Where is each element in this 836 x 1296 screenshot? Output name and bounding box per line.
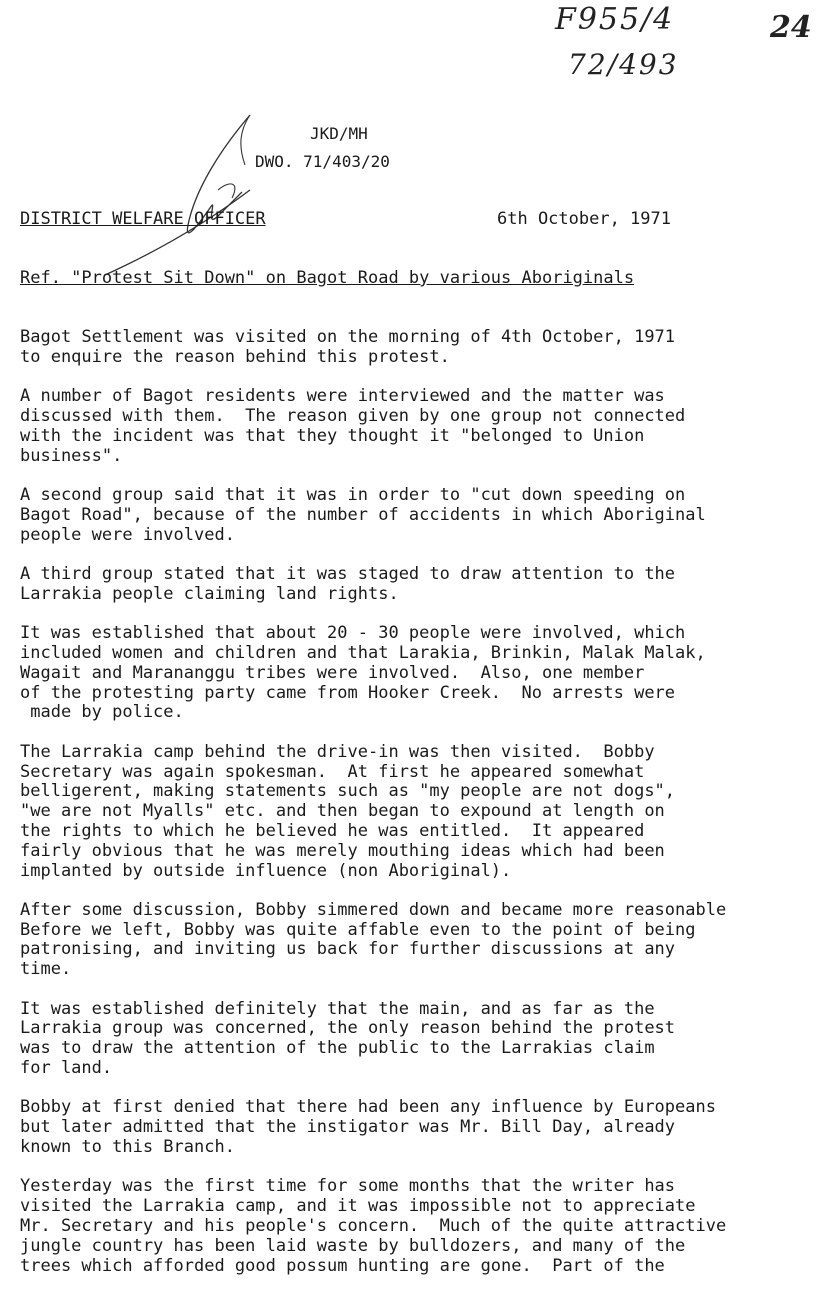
paragraph: A third group stated that it was staged to draw attention to the Larrakia people claiming land rights. [20, 563, 676, 604]
paragraph: The Larrakia camp behind the drive-in was then visited. Bobby Secretary was again spokesman. At first he appeared somewhat belligerent, making statements such as "my people are not dogs", "we are not Myalls" etc. and then began to expound at length on the rights to which he believed he was entitled. It appeared fairly obvious that he was merely mouthing ideas which had been implanted by outside influence (non Aboriginal). [20, 741, 676, 881]
memo-body [20, 328, 836, 1296]
addressee: DISTRICT WELFARE OFFICER [20, 209, 266, 229]
handwritten-file-number: F955/4 [555, 2, 675, 37]
handwritten-page-mark: 24 [770, 10, 812, 45]
paragraph: It was established definitely that the main, and as far as the Larrakia group was concerned, the only reason behind the protest was to draw the attention of the public to the Larrakias claim for land. [20, 998, 676, 1079]
paragraph: Yesterday was the first time for some months that the writer has visited the Larrakia camp, and it was impossible not to appreciate Mr. Secretary and his people's concern. Much of the quite attractive jungle country has been laid waste by bulldozers, and many of the trees which afforded good possum hunting are gone. Part of the [20, 1176, 727, 1276]
signature-initials-icon [100, 110, 290, 280]
memo-date: 6th October, 1971 [497, 209, 671, 229]
handwritten-folio-reference: 72/493 [568, 48, 679, 81]
paragraph: Bagot Settlement was visited on the morning of 4th October, 1971 to enquire the reason behind this protest. [20, 327, 676, 367]
paragraph: A number of Bagot residents were interviewed and the matter was discussed with them. The reason given by one group not connected with the incident was that they thought it "belonged to Union business". [20, 386, 686, 466]
paragraph: After some discussion, Bobby simmered down and became more reasonable Before we left, Bobby was quite affable even to the point of being patronising, and inviting us back for further discussions at any time. [20, 899, 727, 980]
typist-initials: JKD/MH [310, 124, 368, 143]
paragraph: It was established that about 20 - 30 people were involved, which included women and children and that Larakia, Brinkin, Malak Malak, Wagait and Marananggu tribes were involved. Also, one member of the protesting party came from Hooker Creek. No arrests were made by police. [20, 623, 706, 723]
memo-subject: Ref. "Protest Sit Down" on Bagot Road by various Aboriginals [20, 268, 635, 288]
file-reference: DWO. 71/403/20 [255, 152, 390, 171]
paragraph: A second group said that it was in order to "cut down speeding on Bagot Road", because of the number of accidents in which Aboriginal people were involved. [20, 484, 706, 545]
paragraph: Bobby at first denied that there had been any influence by Europeans but later admitted that the instigator was Mr. Bill Day, already known to this Branch. [20, 1097, 716, 1158]
